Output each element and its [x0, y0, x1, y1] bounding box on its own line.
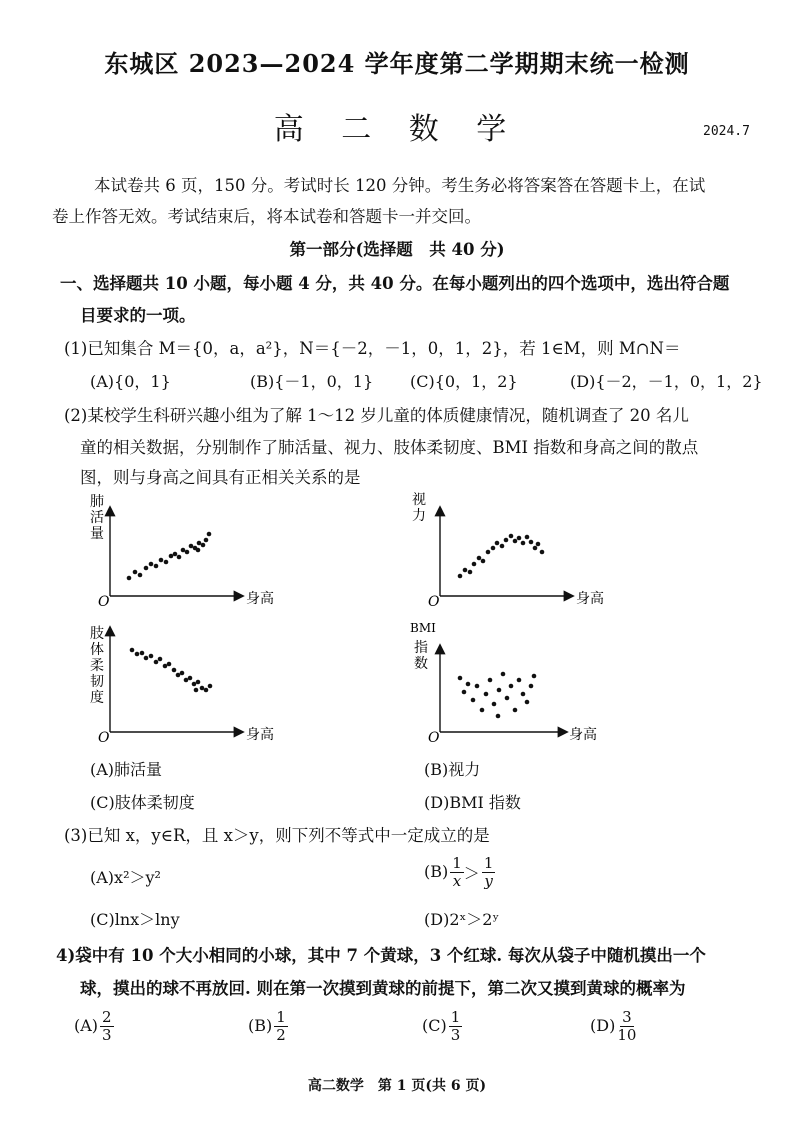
q2-option-a: (A)肺活量: [90, 760, 163, 779]
fraction: [482, 856, 496, 889]
q4-stem-line-2: 球，摸出的球不再放回. 则在第一次摸到黄球的前提下，第二次又摸到黄球的概率为: [80, 979, 686, 998]
q3-option-b: [424, 856, 495, 889]
q1-stem: (1)已知集合 M＝{0，a，a²}，N＝{－2，－1，0，1，2}，若 1∈M，则 M∩N＝: [64, 339, 681, 358]
q2-stem-line-3: 图，则与身高之间具有正相关关系的是: [80, 468, 361, 487]
option-label: (A): [74, 1016, 99, 1035]
ylabel-char: 指: [414, 640, 428, 656]
scatter-points: [127, 532, 212, 581]
numerator: 1: [452, 854, 462, 872]
ylabel-char: 视: [412, 492, 426, 508]
q2-option-b: (B)视力: [424, 760, 481, 779]
numerator: 1: [450, 1008, 461, 1026]
ylabel-char: 肺: [90, 494, 104, 510]
fraction: [450, 856, 464, 889]
q4-option-b: [248, 1010, 288, 1043]
ylabel-bmi: BMI: [410, 621, 436, 635]
exam-date: 2024.7: [703, 124, 750, 139]
q3-option-c: (C)lnx＞lny: [90, 910, 180, 929]
q3-option-a: (A)x²＞y²: [90, 868, 161, 887]
q1-option-d: (D){－2，－1，0，1，2}: [570, 372, 763, 391]
scatter-vision: [410, 486, 630, 616]
q2-option-c: (C)肢体柔韧度: [90, 793, 195, 812]
q3-option-d: (D)2ˣ＞2ʸ: [424, 910, 500, 929]
scatter-points: [458, 534, 545, 579]
numerator: 3: [622, 1008, 632, 1026]
part1-heading: 第一部分(选择题 共 40 分): [289, 240, 505, 259]
origin-label: O: [98, 594, 110, 610]
q1-option-c: (C){0，1，2}: [410, 372, 518, 391]
ylabel-char: 量: [90, 526, 104, 542]
fraction: [449, 1010, 463, 1043]
q3-option-b-label: (B): [424, 862, 449, 881]
xlabel: 身高: [569, 727, 597, 743]
denominator: y: [484, 872, 493, 890]
ylabel-char: 数: [414, 656, 428, 672]
denominator: 2: [276, 1026, 286, 1044]
ylabel-char: 度: [90, 690, 104, 706]
numerator: 2: [102, 1008, 112, 1026]
part1-intro-line-1: 一、选择题共 10 小题，每小题 4 分，共 40 分。在每小题列出的四个选项中，选出符合题: [60, 274, 730, 293]
scatter-flexibility: [80, 620, 300, 750]
xlabel: 身高: [576, 591, 604, 607]
xlabel: 身高: [246, 591, 274, 607]
ylabel-char: 柔: [90, 658, 104, 674]
part1-intro-line-2: 目要求的一项。: [80, 306, 196, 325]
instructions-line-2: 卷上作答无效。考试结束后，将本试卷和答题卡一并交回。: [52, 207, 481, 226]
origin-label: O: [98, 730, 110, 746]
numerator: 1: [276, 1008, 286, 1026]
scatter-bmi: [410, 620, 630, 750]
ylabel-char: 体: [90, 642, 104, 658]
option-label: (B): [248, 1016, 273, 1035]
option-label: (C): [422, 1016, 447, 1035]
option-label: (D): [590, 1016, 616, 1035]
fraction: [617, 1010, 636, 1043]
ylabel-char: 活: [90, 510, 104, 526]
subject-title: 高 二 数 学: [273, 112, 521, 147]
instructions-line-1: 本试卷共 6 页，150 分。考试时长 120 分钟。考生务必将答案答在答题卡上，在试: [94, 176, 706, 195]
q1-option-b: (B){－1，0，1}: [250, 372, 374, 391]
page-footer: 高二数学 第 1 页(共 6 页): [307, 1078, 487, 1094]
q1-option-a: (A){0，1}: [90, 372, 171, 391]
scatter-lung-capacity: [80, 486, 300, 616]
relation: ＞: [463, 864, 480, 883]
origin-label: O: [428, 730, 440, 746]
fraction: [274, 1010, 288, 1043]
exam-title: 东城区 2023—2024 学年度第二学期期末统一检测: [104, 49, 690, 78]
q2-option-d: (D)BMI 指数: [424, 793, 521, 812]
ylabel-char: 韧: [90, 674, 104, 690]
q4-option-d: [590, 1010, 636, 1043]
scatter-points: [458, 672, 537, 719]
denominator: 3: [450, 1026, 461, 1044]
q4-option-c: [422, 1010, 462, 1043]
numerator: 1: [483, 854, 494, 872]
ylabel-char: 力: [412, 508, 426, 524]
q4-option-a: [74, 1010, 114, 1043]
denominator: x: [452, 872, 462, 890]
xlabel: 身高: [246, 727, 274, 743]
q3-stem: (3)已知 x，y∈R，且 x＞y，则下列不等式中一定成立的是: [64, 826, 490, 845]
denominator: 3: [102, 1026, 112, 1044]
scatter-points: [130, 648, 213, 693]
q2-stem-line-1: (2)某校学生科研兴趣小组为了解 1～12 岁儿童的体质健康情况，随机调查了 20 名儿: [64, 406, 689, 425]
q4-stem-line-1: 4)袋中有 10 个大小相同的小球，其中 7 个黄球，3 个红球. 每次从袋子中随机摸出一个: [56, 946, 706, 965]
denominator: 10: [617, 1026, 637, 1044]
ylabel-char: 肢: [90, 626, 104, 642]
origin-label: O: [428, 594, 440, 610]
fraction: [100, 1010, 114, 1043]
q2-stem-line-2: 童的相关数据，分别制作了肺活量、视力、肢体柔韧度、BMI 指数和身高之间的散点: [80, 438, 699, 457]
